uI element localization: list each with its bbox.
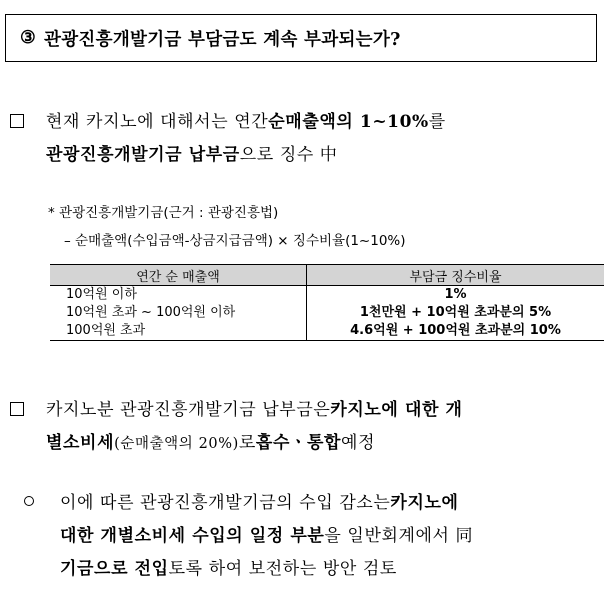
section2-text-a: 카지노분 관광진흥개발기금 납부금은 bbox=[46, 400, 331, 420]
table-cell-rate: 1천만원 + 10억원 초과분의 5% bbox=[359, 305, 552, 320]
table-cell-sales: 100억원 초과 bbox=[50, 322, 307, 341]
table-header-sales: 연간 순 매출액 bbox=[50, 265, 307, 286]
table-row bbox=[50, 286, 604, 305]
levy-rate-table bbox=[50, 264, 604, 341]
note-formula: – 순매출액(수입금액-상금지급금액) × 징수비율(1~10%) bbox=[64, 233, 406, 249]
table-header-rate: 부담금 징수비율 bbox=[307, 265, 605, 286]
section2-text-c: 예정 bbox=[341, 433, 376, 453]
section-revenue-compensation bbox=[24, 487, 606, 586]
question-title-box bbox=[5, 14, 597, 62]
question-title: 관광진흥개발기금 부담금도 계속 부과되는가? bbox=[44, 29, 401, 50]
note-legal-basis: * 관광진흥개발기금(근거 : 관광진흥법) bbox=[48, 205, 279, 221]
section2-bold-merge: 흡수ㆍ통합 bbox=[255, 433, 342, 453]
section3-bold-c: 기금으로 전입 bbox=[60, 559, 169, 579]
section2-bold-tax: 카지노에 대한 개 bbox=[330, 400, 463, 420]
table-cell-sales: 10억원 이하 bbox=[50, 286, 307, 305]
table-row bbox=[50, 322, 604, 341]
section3-bold-b: 대한 개별소비세 수입의 일정 부분 bbox=[60, 526, 325, 546]
table-cell-rate: 1% bbox=[444, 287, 467, 302]
circle-bullet-icon bbox=[24, 496, 34, 506]
section2-bold-tax-cont: 별소비세 bbox=[46, 433, 115, 453]
section2-small-rate: (순매출액의 20%) bbox=[114, 436, 239, 452]
section1-bold-rate: 순매출액의 1~10% bbox=[268, 112, 429, 132]
square-bullet-icon bbox=[10, 402, 24, 416]
circled-number-3: ③ bbox=[20, 28, 36, 48]
table-cell-rate: 4.6억원 + 100억원 초과분의 10% bbox=[307, 322, 605, 341]
section-casino-levy bbox=[10, 106, 606, 172]
section1-text-b: 를 bbox=[428, 112, 446, 132]
section2-text-b: 로 bbox=[238, 433, 256, 453]
section3-text-a: 이에 따른 관광진흥개발기금의 수입 감소는 bbox=[60, 493, 391, 513]
table-row bbox=[50, 304, 604, 322]
section1-text-c: 으로 징수 中 bbox=[239, 145, 338, 165]
section-tax-integration bbox=[10, 394, 606, 461]
table-cell-sales: 10억원 초과 ~ 100억원 이하 bbox=[50, 304, 307, 322]
section3-text-c: 토록 하여 보전하는 방안 검토 bbox=[168, 559, 397, 579]
section3-bold-a: 카지노에 bbox=[390, 493, 459, 513]
section1-text-a: 현재 카지노에 대해서는 연간 bbox=[46, 112, 269, 132]
section3-text-b: 을 일반회계에서 同 bbox=[324, 526, 474, 546]
square-bullet-icon bbox=[10, 114, 24, 128]
section1-bold-fund: 관광진흥개발기금 납부금 bbox=[46, 145, 240, 165]
